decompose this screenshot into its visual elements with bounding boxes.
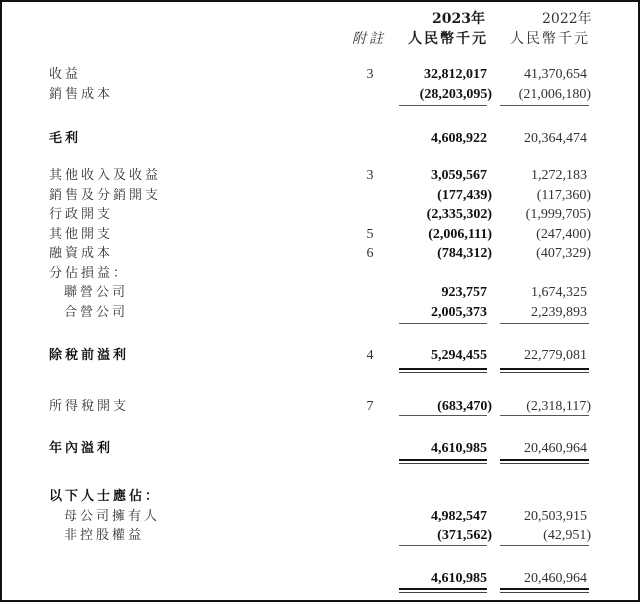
value-2022: (1,999,705) bbox=[525, 207, 591, 222]
row-label: 行政開支 bbox=[49, 207, 114, 222]
value-2022: (42,951) bbox=[543, 528, 591, 543]
row-label: 非控股權益 bbox=[64, 528, 145, 543]
row-label: 其他收入及收益 bbox=[49, 168, 162, 183]
note-column-header: 附註 bbox=[352, 31, 386, 47]
note-ref: 5 bbox=[366, 226, 374, 242]
row-label: 合營公司 bbox=[64, 304, 129, 320]
row-profit-for-year bbox=[2, 440, 638, 458]
row-label: 分佔損益： bbox=[49, 265, 130, 281]
value-2022: 20,460,964 bbox=[524, 441, 587, 456]
row-label: 年內溢利 bbox=[49, 441, 114, 456]
currency-2023-header: 人民幣千元 bbox=[408, 31, 488, 47]
row-total-attributable bbox=[2, 570, 638, 588]
value-2022: 20,364,474 bbox=[524, 131, 587, 146]
note-ref: 3 bbox=[366, 168, 374, 183]
value-2023: (371,562) bbox=[437, 528, 492, 543]
value-2023: 4,608,922 bbox=[431, 131, 487, 146]
subtotal-rule bbox=[500, 323, 589, 324]
value-2022: 41,370,654 bbox=[524, 67, 587, 82]
value-2022: (21,006,180) bbox=[518, 87, 591, 102]
row-profit-before-tax bbox=[2, 347, 638, 365]
subtotal-rule bbox=[500, 415, 589, 416]
row-income-tax bbox=[2, 398, 638, 416]
row-attributable-to bbox=[2, 488, 638, 506]
row-owners-of-parent bbox=[2, 508, 638, 526]
subtotal-rule bbox=[399, 105, 487, 106]
value-2023: (2,335,302) bbox=[426, 207, 492, 222]
subtotal-rule bbox=[399, 545, 487, 546]
row-label: 母公司擁有人 bbox=[64, 509, 161, 524]
value-2022: 20,503,915 bbox=[524, 509, 587, 524]
value-2022: (247,400) bbox=[536, 226, 591, 242]
value-2022: (2,318,117) bbox=[526, 399, 591, 414]
value-2022: (407,329) bbox=[536, 246, 591, 261]
row-share-of-profits bbox=[2, 265, 638, 283]
value-2023: (177,439) bbox=[437, 187, 492, 203]
value-2022: 2,239,893 bbox=[531, 304, 587, 320]
subtotal-rule bbox=[500, 545, 589, 546]
note-ref: 3 bbox=[366, 67, 374, 82]
row-other-expenses bbox=[2, 226, 638, 244]
year-2023-header: 2023年 bbox=[432, 11, 485, 27]
subtotal-rule bbox=[500, 105, 589, 106]
note-ref: 4 bbox=[366, 348, 374, 363]
row-finance-costs bbox=[2, 245, 638, 263]
value-2022: 22,779,081 bbox=[524, 348, 587, 363]
value-2023: (784,312) bbox=[437, 246, 492, 261]
row-admin-expenses bbox=[2, 206, 638, 224]
value-2022: 1,674,325 bbox=[531, 285, 587, 300]
total-double-rule bbox=[399, 588, 487, 593]
value-2023: 4,610,985 bbox=[431, 571, 487, 586]
row-selling-expenses bbox=[2, 187, 638, 205]
value-2023: (2,006,111) bbox=[428, 226, 492, 242]
year-2022-header: 2022年 bbox=[542, 11, 592, 27]
value-2023: 923,757 bbox=[441, 285, 487, 300]
value-2023: 5,294,455 bbox=[431, 348, 487, 363]
note-ref: 7 bbox=[366, 399, 374, 414]
subtotal-rule bbox=[399, 323, 487, 324]
row-gross-profit bbox=[2, 130, 638, 148]
value-2022: 1,272,183 bbox=[531, 168, 587, 183]
value-2023: (28,203,095) bbox=[419, 87, 492, 102]
row-label: 收益 bbox=[49, 67, 82, 82]
value-2023: 32,812,017 bbox=[424, 67, 487, 82]
row-label: 聯營公司 bbox=[64, 285, 129, 300]
row-label: 其他開支 bbox=[49, 226, 114, 242]
value-2023: (683,470) bbox=[437, 399, 492, 414]
total-double-rule bbox=[399, 368, 487, 373]
row-label: 毛利 bbox=[49, 131, 82, 146]
row-non-controlling-interests bbox=[2, 527, 638, 545]
currency-2022-header: 人民幣千元 bbox=[510, 31, 590, 47]
row-label: 銷售成本 bbox=[49, 87, 114, 102]
value-2023: 3,059,567 bbox=[431, 168, 487, 183]
total-double-rule bbox=[500, 588, 589, 593]
value-2022: (117,360) bbox=[536, 187, 591, 203]
row-associates bbox=[2, 284, 638, 302]
total-double-rule bbox=[500, 368, 589, 373]
value-2023: 4,982,547 bbox=[431, 509, 487, 524]
row-label: 銷售及分銷開支 bbox=[49, 187, 162, 203]
row-label: 所得稅開支 bbox=[49, 399, 130, 414]
row-label: 除稅前溢利 bbox=[49, 348, 130, 363]
value-2022: 20,460,964 bbox=[524, 571, 587, 586]
subtotal-rule bbox=[399, 415, 487, 416]
value-2023: 2,005,373 bbox=[431, 304, 487, 320]
row-joint-ventures bbox=[2, 304, 638, 322]
total-double-rule bbox=[399, 459, 487, 464]
row-label: 以下人士應佔： bbox=[49, 489, 162, 504]
row-cost-of-sales bbox=[2, 86, 638, 104]
row-revenue bbox=[2, 66, 638, 84]
value-2023: 4,610,985 bbox=[431, 441, 487, 456]
total-double-rule bbox=[500, 459, 589, 464]
row-other-income bbox=[2, 167, 638, 185]
row-label: 融資成本 bbox=[49, 246, 114, 261]
note-ref: 6 bbox=[366, 246, 374, 261]
